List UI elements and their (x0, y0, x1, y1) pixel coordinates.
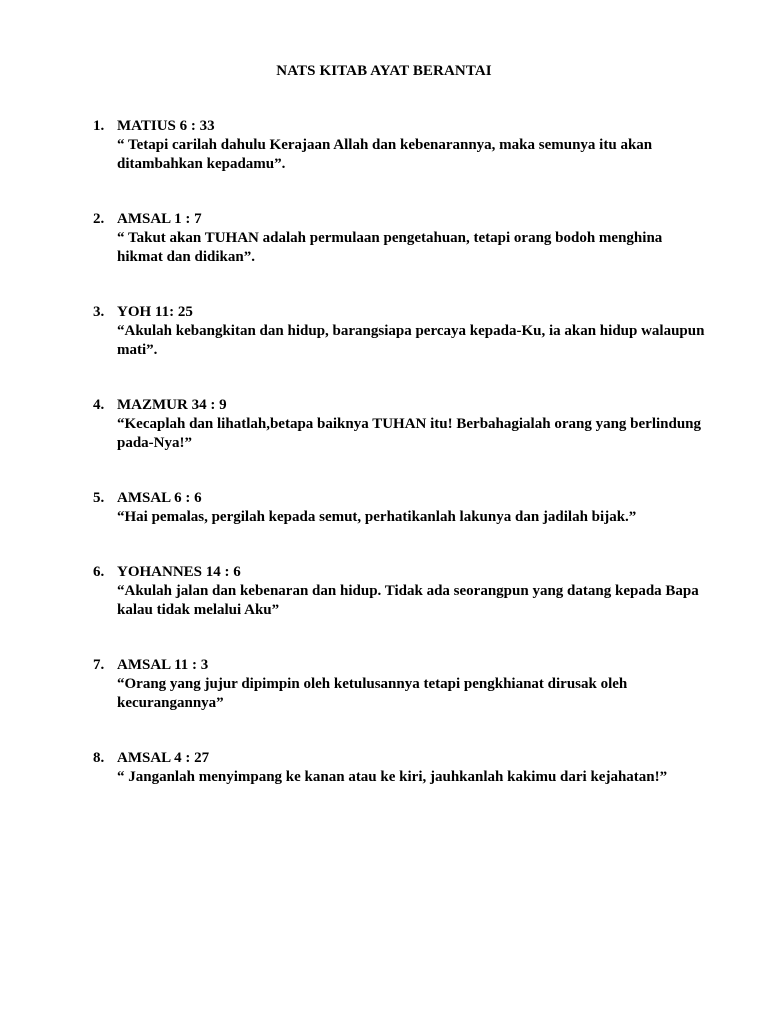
verse-reference: AMSAL 4 : 27 (117, 750, 210, 766)
document-title: NATS KITAB AYAT BERANTAI (276, 63, 492, 79)
verse-reference: YOHANNES 14 : 6 (117, 564, 241, 580)
verse-text: “Kecaplah dan lihatlah,betapa baiknya TUHAN itu! Berbahagialah orang yang berlindung pada-Nya!” (117, 416, 702, 451)
verse-text: “ Takut akan TUHAN adalah permulaan pengetahuan, tetapi orang bodoh menghina hikmat dan didikan”. (117, 230, 663, 265)
verse-entry-2 (90, 210, 710, 267)
entry-number: 4. (93, 397, 105, 413)
entry-number: 3. (93, 304, 105, 320)
verse-reference: MAZMUR 34 : 9 (117, 397, 227, 413)
verse-entry-6 (90, 563, 710, 620)
verse-list (90, 117, 710, 823)
verse-reference: AMSAL 6 : 6 (117, 490, 202, 506)
verse-text: “Akulah jalan dan kebenaran dan hidup. Tidak ada seorangpun yang datang kepada Bapa kalau tidak melalui Aku” (117, 583, 699, 618)
verse-entry-5 (90, 489, 710, 527)
verse-text: “Orang yang jujur dipimpin oleh ketulusannya tetapi pengkhianat dirusak oleh kecurangannya” (117, 676, 628, 711)
verse-reference: MATIUS 6 : 33 (117, 118, 215, 134)
verse-entry-3 (90, 303, 710, 360)
entry-number: 8. (93, 750, 105, 766)
entry-number: 6. (93, 564, 105, 580)
entry-number: 5. (93, 490, 105, 506)
verse-reference: AMSAL 11 : 3 (117, 657, 209, 673)
verse-entry-1 (90, 117, 710, 174)
entry-number: 7. (93, 657, 105, 673)
verse-reference: AMSAL 1 : 7 (117, 211, 202, 227)
verse-entry-8 (90, 749, 710, 787)
verse-text: “Akulah kebangkitan dan hidup, barangsiapa percaya kepada-Ku, ia akan hidup walaupun mati”. (117, 323, 705, 358)
verse-text: “Hai pemalas, pergilah kepada semut, perhatikanlah lakunya dan jadilah bijak.” (117, 509, 637, 525)
entry-number: 1. (93, 118, 105, 134)
entry-number: 2. (93, 211, 105, 227)
verse-entry-7 (90, 656, 710, 713)
verse-reference: YOH 11: 25 (117, 304, 193, 320)
verse-entry-4 (90, 396, 710, 453)
verse-text: “ Tetapi carilah dahulu Kerajaan Allah dan kebenarannya, maka semunya itu akan ditambahkan kepadamu”. (117, 137, 653, 172)
verse-text: “ Janganlah menyimpang ke kanan atau ke kiri, jauhkanlah kakimu dari kejahatan!” (117, 769, 668, 785)
